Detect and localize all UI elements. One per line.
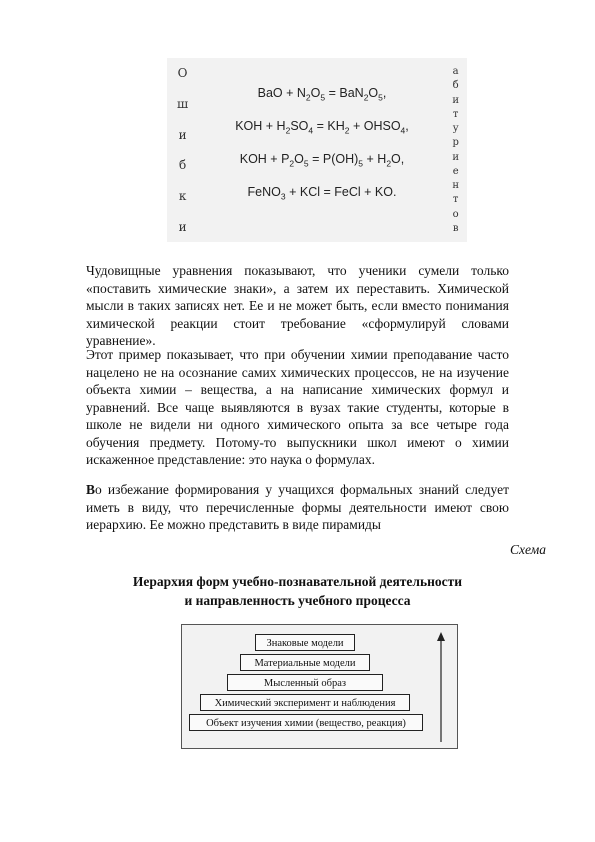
upward-arrow-icon <box>436 632 446 742</box>
vertical-word-left <box>177 66 188 234</box>
right-vertical-letter: т <box>452 108 459 120</box>
equation-line: KOH + $P_2O_5 = P(OH)_5 + H_2O$, <box>239 152 405 169</box>
right-vertical-letter: р <box>452 137 459 149</box>
right-vertical-letter: н <box>452 180 459 192</box>
chemical-errors-figure <box>167 58 467 242</box>
vertical-word-right <box>452 66 459 234</box>
paragraph-1: Чудовищные уравнения показывают, что ученики сумели только «поставить химические знаки», а затем их переставить. Химической мысли в таких записях нет. Ее и не может быть, если вместо понимания химической реакции стоит требование «сформулируй словами уравнение». <box>86 263 509 348</box>
right-vertical-letter: т <box>452 194 459 206</box>
scheme-title-line-2: и направленность учебного процесса <box>184 593 411 608</box>
scheme-title-line-1: Иерархия форм учебно-познавательной деятельности <box>132 574 463 589</box>
left-vertical-letter: О <box>177 66 188 80</box>
right-vertical-letter: и <box>452 151 459 163</box>
right-vertical-letter: о <box>452 208 459 220</box>
paragraph-2: Этот пример показывает, что при обучении химии преподавание часто нацелено не на осознание самих химических процессов, не на изучение объекта химии – вещества, а на написание химических формул и уравнений. Все чаще выявляются в вузах такие студенты, которые в школе не видели ни одного химического опыта за все четыре года обучения предмету. Потому-то выпускники школ имеют о химии искаженное представление: это наука о формулах. <box>86 347 509 467</box>
left-vertical-letter: и <box>178 219 187 234</box>
left-vertical-letter: б <box>178 158 187 173</box>
paragraph-3 <box>86 481 509 534</box>
pyramid-level-1: Знаковые модели <box>255 634 355 651</box>
erroneous-equations <box>212 86 432 218</box>
equation-line: FeNO$_3$ + KCl = FeCl + KO. <box>247 185 397 202</box>
pyramid-level-5: Объект изучения химии (вещество, реакция) <box>189 714 423 731</box>
right-vertical-letter: в <box>452 222 459 234</box>
right-vertical-letter: б <box>452 80 459 92</box>
right-vertical-letter: и <box>452 94 459 106</box>
right-vertical-letter: у <box>452 123 459 135</box>
pyramid-level-3: Мысленный образ <box>227 674 383 691</box>
equation-line: BaO + $N_2O_5 = BaN_2O_5$, <box>257 86 387 103</box>
scheme-title <box>86 572 509 610</box>
equation-line: KOH + $H_2SO_4 = KH_2$ + $OHSO_4$, <box>235 119 409 136</box>
pyramid-level-4: Химический эксперимент и наблюдения <box>200 694 410 711</box>
left-vertical-letter: ш <box>177 96 189 111</box>
pyramid-level-2: Материальные модели <box>240 654 370 671</box>
scheme-label: Схема <box>509 542 546 557</box>
right-vertical-letter: а <box>452 66 459 77</box>
left-vertical-letter: к <box>178 189 187 204</box>
paragraph-3-text: о избежание формирования у учащихся формальных знаний следует иметь в виду, что перечисленные формы деятельности имеют свою иерархию. Ее можно представить в виде пирамиды <box>86 482 509 532</box>
paragraph-3-lead-letter: В <box>86 482 96 497</box>
left-vertical-letter: и <box>178 127 187 142</box>
right-vertical-letter: е <box>452 165 459 177</box>
